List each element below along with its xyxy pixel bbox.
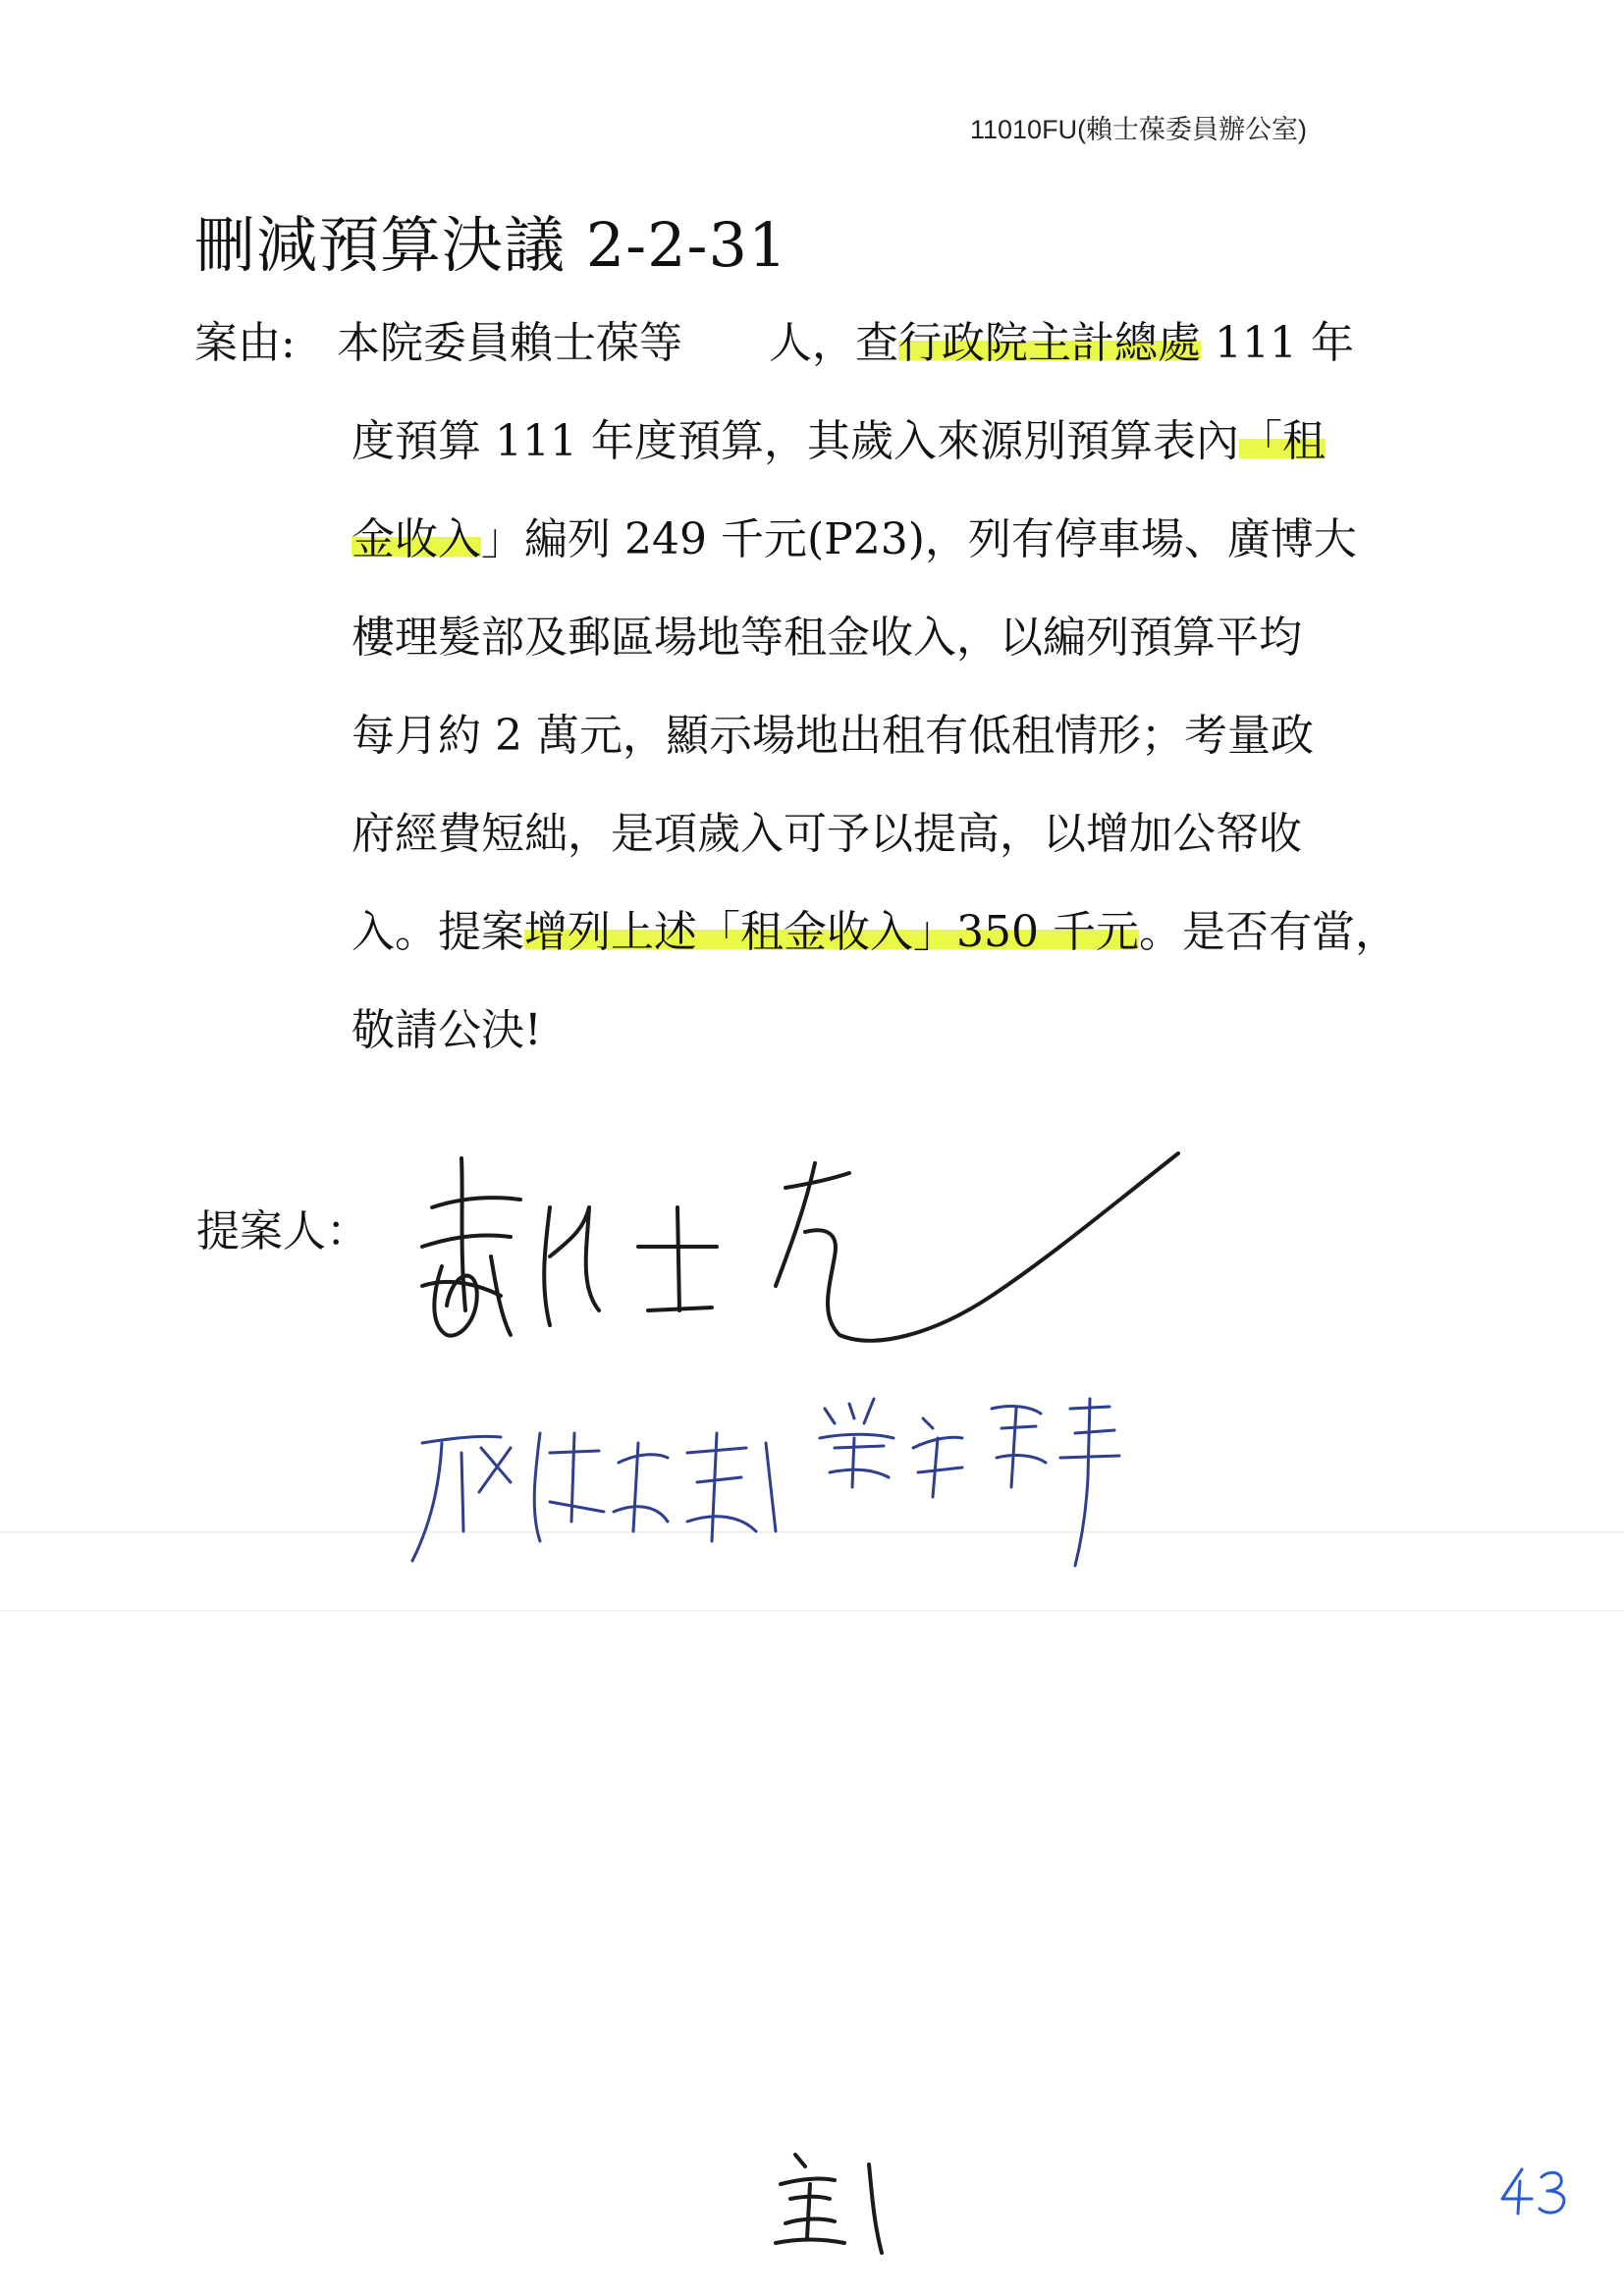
reason-text: 入。提案 xyxy=(352,907,524,957)
reason-line xyxy=(337,294,1354,393)
reason-text: 。是否有當， xyxy=(1138,907,1398,957)
reason-label: 案由: xyxy=(194,318,296,368)
proposer-label: 提案人： xyxy=(196,1206,369,1256)
highlighted-text: 增列上述「租金收入」350 千元 xyxy=(524,907,1139,957)
handwritten-signature-blue-2-icon xyxy=(805,1379,1139,1575)
reason-text: 本院委員賴士葆等 人，查 xyxy=(337,318,898,368)
highlighted-text: 金收入 xyxy=(352,514,481,564)
reason-line xyxy=(352,785,1302,883)
handwritten-signature-bottom-icon xyxy=(766,2145,903,2263)
highlighted-text: 「租 xyxy=(1238,416,1326,466)
reason-text: 敬請公決! xyxy=(352,1005,542,1055)
handwritten-signature-blue-1-icon xyxy=(403,1394,815,1571)
reason-text: 111 年 xyxy=(1201,318,1354,368)
reason-text: 府經費短絀，是項歲入可予以提高，以增加公帑收 xyxy=(352,809,1302,859)
handwritten-page-number-icon xyxy=(1492,2160,1581,2218)
reason-line xyxy=(352,982,542,1080)
reason-text: 度預算 111 年度預算，其歲入來源別預算表內 xyxy=(352,416,1239,466)
reason-line xyxy=(352,883,1398,982)
reason-text: 」編列 249 千元(P23)，列有停車場、廣博大 xyxy=(481,514,1357,564)
reason-line xyxy=(352,589,1302,687)
document-title: 刪減預算決議 2-2-31 xyxy=(194,209,788,281)
reason-line xyxy=(352,491,1357,589)
highlighted-text: 行政院主計總處 xyxy=(898,318,1201,368)
reason-line xyxy=(352,687,1314,785)
handwritten-signature-black-icon xyxy=(403,1139,1188,1364)
reason-text: 樓理髮部及郵區場地等租金收入，以編列預算平均 xyxy=(352,613,1302,663)
scan-artifact-line xyxy=(0,1610,1624,1612)
office-header: 11010FU(賴士葆委員辦公室) xyxy=(970,115,1308,144)
reason-line xyxy=(352,393,1326,491)
reason-text: 每月約 2 萬元，顯示場地出租有低租情形；考量政 xyxy=(352,711,1314,761)
